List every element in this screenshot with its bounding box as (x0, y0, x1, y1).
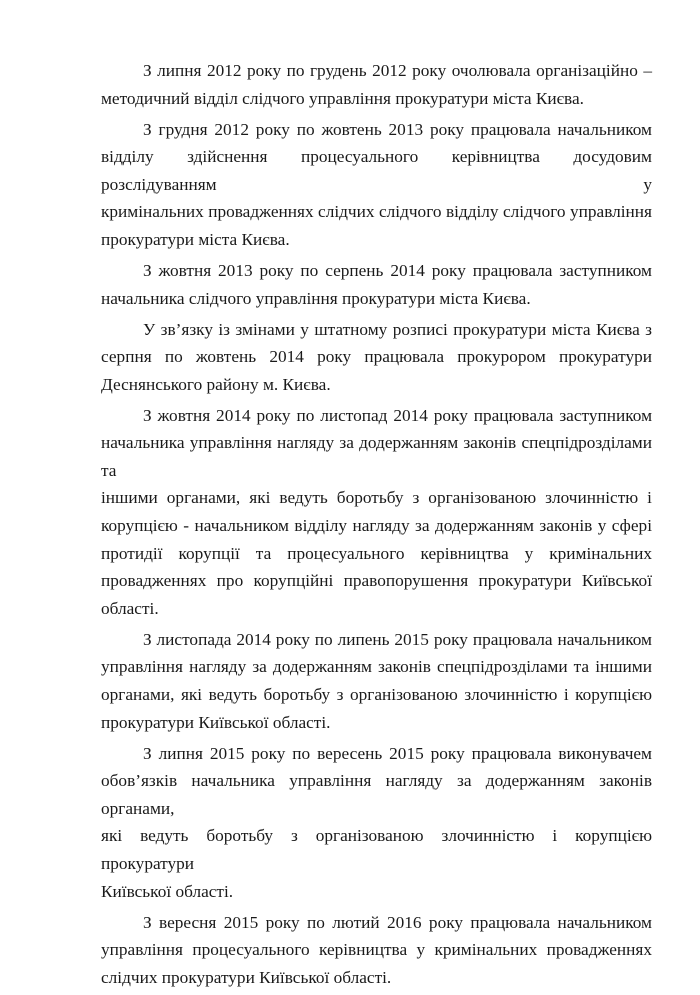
paragraph (101, 116, 652, 254)
text-line: корупцією - начальником відділу нагляду за додержанням законів у сфері (101, 516, 652, 536)
text-line: Київської області. (101, 881, 234, 901)
text-line: кримінальних провадженнях слідчих слідчого відділу слідчого управління (101, 202, 652, 222)
text-line: обов’язків начальника управління нагляду за додержанням законів органами, (101, 771, 652, 818)
text-line: прокуратури Київської області. (101, 712, 331, 732)
paragraph (101, 909, 652, 992)
text-line: У зв’язку із змінами у штатному розписі прокуратури міста Києва з (143, 319, 652, 339)
paragraph (101, 316, 652, 399)
text-line: протидії корупції та процесуального керівництва у кримінальних (101, 543, 652, 563)
text-line: серпня по жовтень 2014 року працювала прокурором прокуратури (101, 347, 652, 367)
text-line: З жовтня 2014 року по листопад 2014 року працювала заступником (143, 405, 652, 425)
text-line: слідчих прокуратури Київської області. (101, 967, 392, 987)
paragraph (101, 626, 652, 736)
text-line: Деснянського району м. Києва. (101, 374, 331, 394)
text-line: З листопада 2014 року по липень 2015 року працювала начальником (143, 629, 652, 649)
text-line: З грудня 2012 року по жовтень 2013 року працювала начальником (143, 119, 652, 139)
text-line: органами, які ведуть боротьбу з організованою злочинністю і корупцією (101, 685, 652, 705)
paragraph (101, 402, 652, 623)
text-line: З жовтня 2013 року по серпень 2014 року працювала заступником (143, 260, 652, 280)
paragraph (101, 257, 652, 312)
text-line: начальника слідчого управління прокуратури міста Києва. (101, 288, 531, 308)
paragraph (101, 57, 652, 112)
text-line: області. (101, 598, 159, 618)
document-page (101, 57, 652, 995)
text-line: методичний відділ слідчого управління прокуратури міста Києва. (101, 88, 584, 108)
text-line: З липня 2012 року по грудень 2012 року очолювала організаційно – (143, 61, 652, 80)
text-line: іншими органами, які ведуть боротьбу з організованою злочинністю і (101, 488, 652, 508)
text-line: управління нагляду за додержанням законів спецпідрозділами та іншими (101, 657, 652, 677)
text-line: провадженнях про корупційні правопорушення прокуратури Київської (101, 571, 652, 591)
text-line: начальника управління нагляду за додержанням законів спецпідрозділами та (101, 433, 652, 480)
text-line: відділу здійснення процесуального керівництва досудовим розслідуванням у (101, 147, 652, 194)
text-line: З липня 2015 року по вересень 2015 року працювала виконувачем (143, 743, 652, 763)
text-line: управління процесуального керівництва у кримінальних провадженнях (101, 940, 652, 960)
paragraph (101, 740, 652, 906)
text-line: які ведуть боротьбу з організованою злочинністю і корупцією прокуратури (101, 826, 652, 873)
text-line: прокуратури міста Києва. (101, 229, 290, 249)
text-line: З вересня 2015 року по лютий 2016 року працювала начальником (143, 912, 652, 932)
